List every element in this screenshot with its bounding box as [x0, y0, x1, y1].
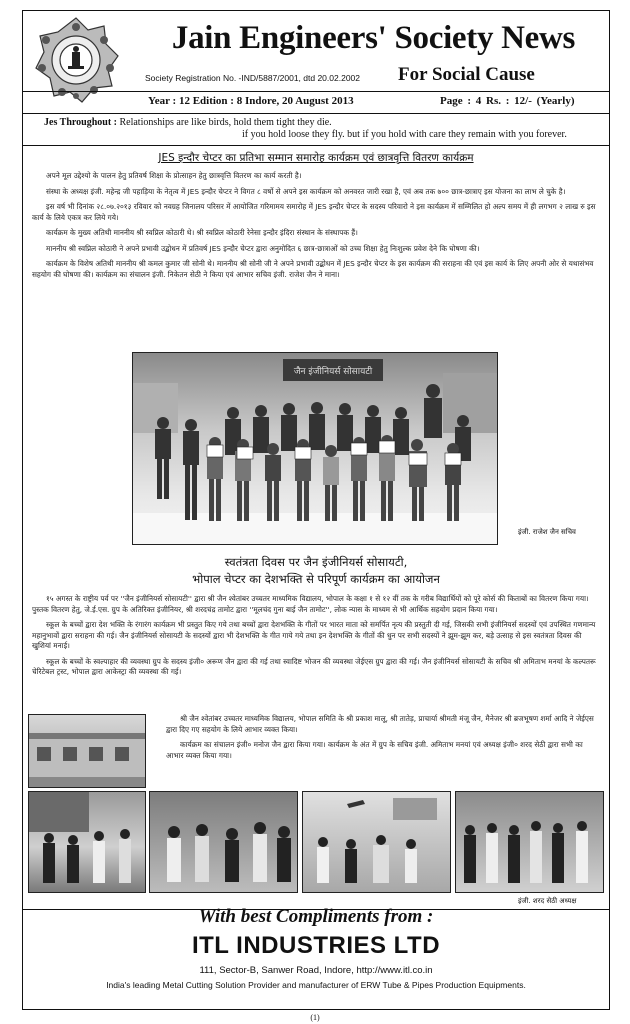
article2-body [32, 594, 602, 683]
sponsor-address: 111, Sector-B, Sanwer Road, Indore, http://www.itl.co.in [199, 965, 433, 976]
registration-number: Society Registration No. -IND/5887/2001, dtd 20.02.2002 [145, 73, 360, 83]
compliments-text: With best Compliments from : [198, 906, 434, 927]
school-building-image [29, 715, 146, 788]
event-photo [455, 791, 604, 893]
divider [22, 113, 610, 114]
paragraph: स्कूल के बच्चों के स्वल्पाहार की व्यवस्था ग्रुप के सदस्य इंजी० अरूण जैन द्वारा की गई तथा स्वादिष्ट भोजन की व्यवस्था जेईएस ग्रुप द्वारा की गई। जैन इंजीनियर्स सोसायटी के सचिव श्री अमिताभ मनयां के कल्पतरू चेरिटेबल ट्रस्ट, भोपाल द्वारा आकेस्ट्रा की व्यवस्था की गई। [32, 656, 596, 676]
quote-label: Jes Throughout : [44, 117, 117, 128]
photo-banner-text: जैन इंजीनियर्स सोसायटी [293, 367, 373, 377]
page-price: Page : 4 Rs. : 12/- (Yearly) [440, 95, 575, 107]
article1-body [32, 171, 600, 285]
paragraph: संस्था के अध्यक्ष इंजी. महेन्द्र जी पहाड़िया के नेतृत्व में JES इन्दौर चेप्टर ने विगत ८ वर्षो से अपने इस कार्यक्रम को अनवरत जारी रखा है, एवं अब तक ७०० छात्र-छात्राए इस योजना का लाभ ले चुके है। [46, 186, 566, 196]
edition-bar [22, 91, 610, 113]
group-photo-image [133, 353, 498, 545]
paragraph: श्री जैन श्वेतांबर उच्चतर माध्यमिक विद्यालय, भोपाल समिति के श्री प्रकाश मालू, श्री तातेड़, प्राचार्या श्रीमती मंजू जैन, मैनेजर श्री ब्रजभूषण शर्मा आदि ने जेईएस द्वारा दिए गए सहयोग के लिये आभार व्यक्त किया। [166, 714, 594, 734]
divider [22, 145, 610, 146]
paragraph: १५ अगस्त के राष्ट्रीय पर्व पर ''जैन इंजीनियर्स सोसायटी'' द्वारा श्री जैन श्वेतांबर उच्चतर माध्यमिक विद्यालय, भोपाल के कक्षा १ से १२ वीं तक के गरीब विद्यार्थियों को पूरे कोर्स की किताबों का वितरण किया गया। पुस्तक वितरण हेतु, जे.ई.एस. ग्रुप के अतिरिक्त इंजीनियर, श्री शरदचंद्र तामोट द्वारा ''मूलचंद गुना बाई जैन तामोट'', लोक न्यास के माध्यम से भी आर्थिक सहयोग प्रदान किया गया। [32, 594, 589, 614]
article2-heading-line2: भोपाल चेप्टर का देशभक्ति से परिपूर्ण कार्यक्रम का आयोजन [192, 572, 440, 586]
paragraph: कार्यक्रम का संचालन इंजी० मनोज जैन द्वारा किया गया। कार्यक्रम के अंत में ग्रुप के सचिव इंजी. अमिताभ मनयां एवं अध्यक्ष इंजी० शरद सेठी द्वारा सभी का आभार व्यक्त किया गया। [166, 740, 583, 760]
school-building-photo [28, 714, 146, 788]
article2-side-body [166, 714, 602, 766]
event-photo [302, 791, 451, 893]
photo-caption: इंजी. शरद सेठी अध्यक्ष [518, 897, 577, 905]
event-photo [149, 791, 298, 893]
edition-info: Year : 12 Edition : 8 Indore, 20 August 2013 [148, 95, 354, 107]
group-photo [132, 352, 498, 545]
page-number: (1) [310, 1013, 320, 1022]
article2-heading-line1: स्वतंत्रता दिवस पर जैन इंजीनियर्स सोसायटी, [224, 555, 408, 569]
quote-line: Relationships are like birds, hold them tight they die. [119, 117, 332, 128]
quote-line: if you hold loose they fly. but if you hold with care they remain with you forever. [242, 129, 567, 140]
photo-caption: इंजी. राजेश जैन सचिव [518, 528, 576, 536]
masthead-tagline: For Social Cause [398, 64, 535, 85]
paragraph: कार्यक्रम के विशेष अतिथी माननीय श्री कमल कुमार जी सोनी थे। माननीय श्री सोनी जी ने अपने प्रभावी उद्बोधन में JES इन्दौर चेप्टर के इस कार्यक्रम की सराहना की एवं इस कार्य के लिए अपनी ओर से यथासंभव सहयोग की घोषणा की। कार्यक्रम का संचालन इंजी. निकेतन सेठी ने किया एवं आभार सचिव इंजी. राजेश जैन ने माना। [32, 259, 594, 279]
paragraph: कार्यक्रम के मुख्य अतिथी माननीय श्री स्वप्निल कोठारी थे। श्री स्वप्निल कोठारी रेनेसा इन्दौर इंदिरा संस्थान के संस्थापक हैं। [46, 228, 358, 237]
paragraph: माननीय श्री स्वप्निल कोठारी ने अपने प्रभावी उद्बोधन में प्रतिवर्ष JES इन्दौर चेप्टर द्वारा अनुमोदित ६ छात्र-छात्राओं को उच्च शिक्षा हेतु निःशुल्क प्रवेश देने कि घोषणा की। [46, 243, 480, 253]
sponsor-tagline: India's leading Metal Cutting Solution Provider and manufacturer of ERW Tube & Pipes Production Equipments. [106, 980, 526, 990]
event-photo [28, 791, 146, 893]
jes-quote [44, 117, 604, 141]
paragraph: अपने मूल उद्देश्यो के पालन हेतु प्रतिवर्ष शिक्षा के प्रोत्साहन हेतु छात्रवृत्ति वितरण का कार्य करती है। [46, 171, 302, 180]
sponsor-name: ITL INDUSTRIES LTD [191, 932, 441, 959]
paragraph: इस वर्ष भी दिनांक २८.०७.२०१३ रविवार को नवग्रह जिनालय परिसर में आयोजित गरिमामय समारोह में JES इन्दौर चेप्टर के सदस्य परिवारो ने इस कार्यक्रम में सम्मिलित हो अल्प समय में ही लगभग २ लाख रु इस कार्य के लिये एकत्र कर लिये गये। [32, 202, 596, 222]
masthead-title: Jain Engineers' Society News [171, 20, 576, 56]
article1-heading: JES इन्दौर चेप्टर का प्रतिभा सम्मान समारोह कार्यक्रम एवं छात्रवृत्ति वितरण कार्यक्रम [158, 152, 474, 164]
paragraph: स्कूल के बच्चों द्वारा देश भक्ति के रंगारंग कार्यक्रम भी प्रस्तुत किए गये तथा बच्चों द्वारा देशभक्ति के गीतों पर भारत माता को समर्पित नृत्य की प्रस्तुती दी गई, जिसकी सभी इंजीनियर्स सदस्यों एवं उपस्थित गणमान्य महानुभावों द्वारा सराहना की गई। जैन इंजीनियर्स सोसायटी के सदस्यों द्वारा भी देशभक्ति के गीत गाये गये तथा इन देशभक्ति के गीतों की धुन पर सभी सदस्यों ने झूम-झूम कर, बड़े उत्साह से इस स्वतंत्रता दिवस की खुशियां मनाई। [32, 620, 596, 650]
